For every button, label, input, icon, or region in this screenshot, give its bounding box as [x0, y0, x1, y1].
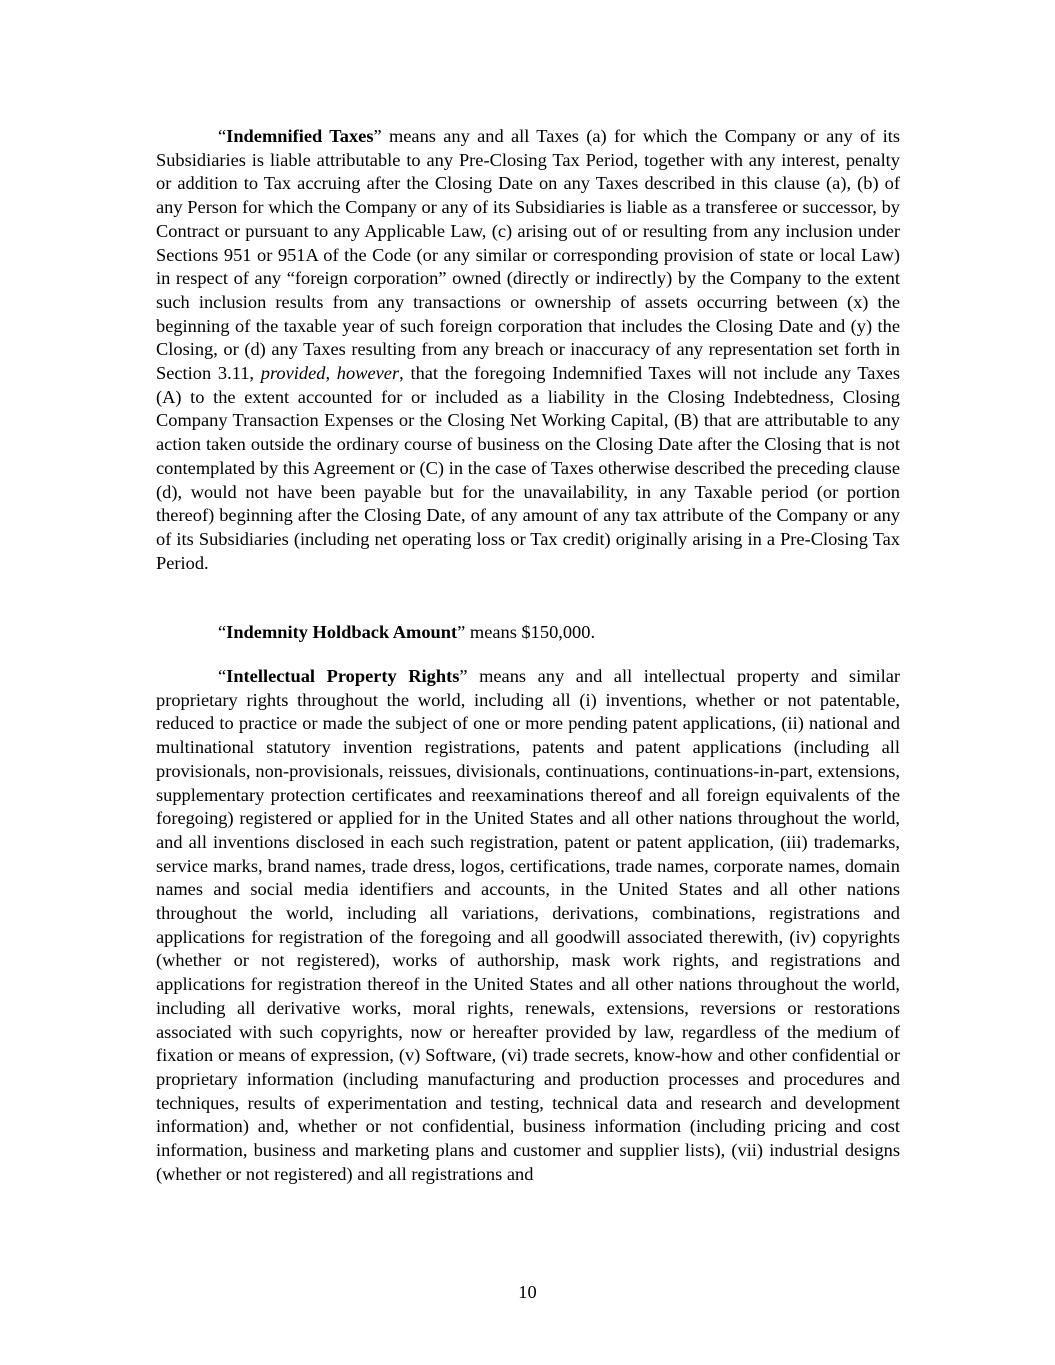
- definition-indemnity-holdback-amount: [156, 621, 900, 645]
- definition-text: ” means any and all intellectual property and similar proprietary rights throughout the world, including all (i) inventions, whether or not patentable, reduced to practice or made the subject of one or more pending patent applications, (ii) national and multinational statutory invention registrations, patents and patent applications (including all provisionals, non-provisionals, reissues, divisionals, continuations, continuations-in-part, extensions, supplementary protection certificates and reexaminations thereof and all foreign equivalents of the foregoing) registered or applied for in the United States and all other nations throughout the world, and all inventions disclosed in each such registration, patent or patent application, (iii) trademarks, service marks, brand names, trade dress, logos, certifications, trade names, corporate names, domain names and social media identifiers and accounts, in the United States and all other nations throughout the world, including all variations, derivations, combinations, registrations and applications for registration of the foregoing and all goodwill associated therewith, (iv) copyrights (whether or not registered), works of authorship, mask work rights, and registrations and applications for registration thereof in the United States and all other nations throughout the world, including all derivative works, moral rights, renewals, extensions, reversions or restorations associated with such copyrights, now or hereafter provided by law, regardless of the medium of fixation or means of expression, (v) Software, (vi) trade secrets, know-how and other confidential or proprietary information (including manufacturing and production processes and procedures and techniques, results of experimentation and testing, technical data and research and development information) and, whether or not confidential, business information (including pricing and cost information, business and marketing plans and customer and supplier lists), (vii) industrial designs (whether or not registered) and all registrations and: [156, 666, 901, 1184]
- open-quote: “: [218, 126, 227, 146]
- emphasis-text: provided, however: [260, 363, 400, 384]
- definition-intellectual-property-rights: [156, 665, 900, 1186]
- definition-text: ” means $150,000.: [457, 622, 596, 642]
- open-quote: “: [218, 622, 227, 642]
- defined-term: Intellectual Property Rights: [226, 666, 460, 686]
- page-number: 10: [518, 1282, 537, 1302]
- definition-text: ” means any and all Taxes (a) for which the Company or any of its Subsidiaries is liable attributable to any Pre-Closing Tax Period, together with any interest, penalty or addition to Tax accruing after the Closing Date on any Taxes described in this clause (a), (b) of any Person for which the Company or any of its Subsidiaries is liable as a transferee or successor, by Contract or pursuant to any Applicable Law, (c) arising out of or resulting from any inclusion under Sections 951 or 951A of the Code (or any similar or corresponding provision of state or local Law) in respect of any “foreign corporation” owned (directly or indirectly) by the Company to the extent such inclusion results from any transactions or ownership of assets occurring between (x) the beginning of the taxable year of such foreign corporation that includes the Closing Date and (y) the Closing, or (d) any Taxes resulting from any breach or inaccuracy of any representation set forth in Section 3.11,: [156, 126, 900, 384]
- defined-term: Indemnity Holdback Amount: [226, 622, 458, 642]
- open-quote: “: [218, 666, 227, 686]
- defined-term: Indemnified Taxes: [226, 126, 374, 146]
- definition-text-continued: , that the foregoing Indemnified Taxes will not include any Taxes (A) to the extent accounted for or included as a liability in the Closing Indebtedness, Closing Company Transaction Expenses or the Closing Net Working Capital, (B) that are attributable to any action taken outside the ordinary course of business on the Closing Date after the Closing that is not contemplated by this Agreement or (C) in the case of Taxes otherwise described the preceding clause (d), would not have been payable but for the unavailability, in any Taxable period (or portion thereof) beginning after the Closing Date, of any amount of any tax attribute of the Company or any of its Subsidiaries (including net operating loss or Tax credit) originally arising in a Pre-Closing Tax Period.: [156, 363, 900, 573]
- definition-indemnified-taxes: [156, 125, 900, 575]
